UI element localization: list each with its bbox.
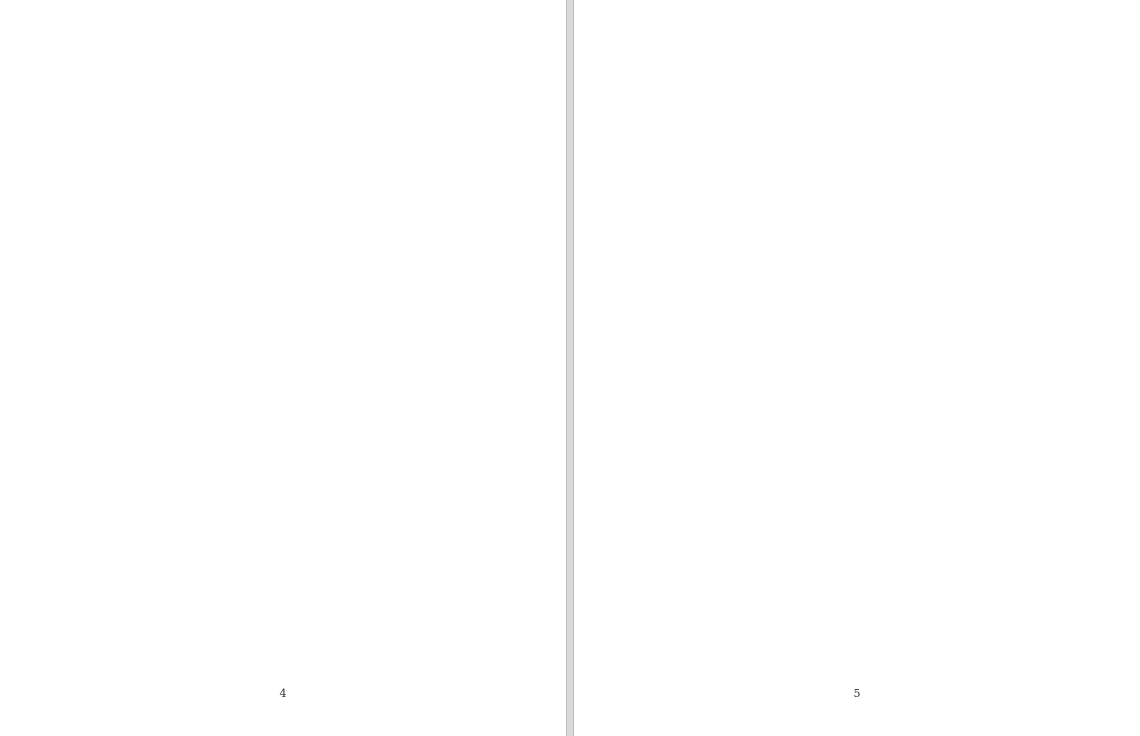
paragraph bbox=[30, 58, 536, 76]
right-page bbox=[574, 0, 1140, 736]
page-divider bbox=[566, 0, 574, 736]
left-page bbox=[0, 0, 566, 736]
paragraph bbox=[30, 218, 536, 236]
paragraph bbox=[604, 154, 1110, 172]
paragraph bbox=[604, 186, 1110, 204]
paragraph bbox=[604, 26, 1110, 44]
paragraph bbox=[30, 154, 536, 172]
page-number: 5 bbox=[853, 687, 861, 700]
paragraph bbox=[604, 90, 1110, 108]
right-page-body bbox=[604, 26, 1110, 236]
paragraph bbox=[30, 90, 536, 108]
page-number: 4 bbox=[279, 687, 287, 700]
left-page-body bbox=[30, 26, 536, 236]
paragraph bbox=[604, 218, 1110, 236]
paragraph bbox=[30, 122, 536, 140]
paragraph bbox=[604, 122, 1110, 140]
paragraph bbox=[30, 26, 536, 44]
paragraph bbox=[30, 186, 536, 204]
paragraph bbox=[604, 58, 1110, 76]
